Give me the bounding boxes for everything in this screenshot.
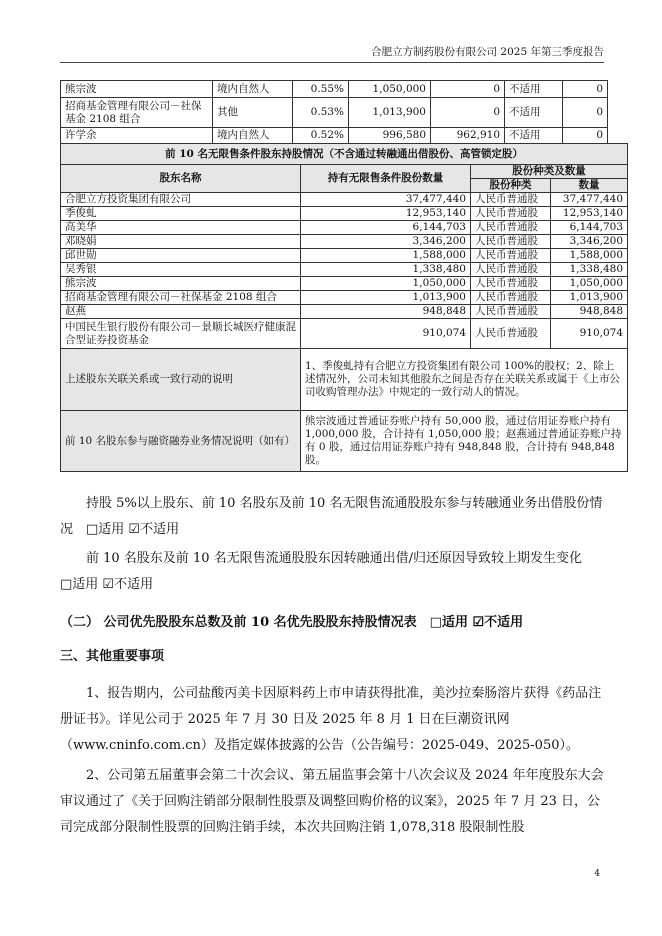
cell-name: 招商基金管理有限公司－社保基金 2108 组合 (61, 98, 213, 128)
cell-type: 人民币普通股 (471, 235, 551, 249)
cell-type: 人民币普通股 (471, 305, 551, 319)
cell-shares: 1,013,900 (301, 291, 471, 305)
unrestricted-shareholders-table (60, 143, 628, 472)
cell-name: 吴秀银 (61, 263, 301, 277)
section-preferred-shares: （二） 公司优先股股东总数及前 10 名优先股股东持股情况表 □适用 ☑不适用 (60, 615, 524, 630)
cell-shares: 1,050,000 (301, 277, 471, 291)
table-row (61, 207, 628, 221)
cell-type: 人民币普通股 (471, 221, 551, 235)
cell-shares: 12,953,140 (301, 207, 471, 221)
col-header-type-group: 股份种类及数量 (471, 165, 628, 179)
relation-text: 1、季俊虬持有合肥立方投资集团有限公司 100%的股权；2、除上述情况外，公司未知其他股东之间是否存在关联关系或属于《上市公司收购管理办法》中规定的一致行动人的情况。 (301, 349, 628, 411)
cell-shares: 1,050,000 (349, 81, 431, 98)
col-header-qty: 数量 (551, 179, 628, 193)
table-row (61, 277, 628, 291)
cell-shares: 996,580 (349, 128, 431, 144)
cell-qty: 948,848 (551, 305, 628, 319)
table-row (61, 263, 628, 277)
lending-change-paragraph: 前 10 名股东及前 10 名无限售流通股股东因转融通出借/归还原因导致较上期发生变化 (86, 551, 582, 566)
page-header (60, 44, 604, 63)
table-row (61, 319, 628, 349)
cell-type: 人民币普通股 (471, 319, 551, 349)
col-header-name: 股东名称 (61, 165, 301, 193)
cell-name: 中国民生银行股份有限公司－景顺长城医疗健康混合型证券投资基金 (61, 319, 301, 349)
cell-type: 人民币普通股 (471, 249, 551, 263)
cell-name: 赵燕 (61, 305, 301, 319)
table-row (61, 235, 628, 249)
cell-nature: 境内自然人 (213, 81, 293, 98)
top-shareholders-table (60, 80, 608, 144)
item-1: 1、报告期内，公司盐酸丙美卡因原料药上市申请获得批准，美沙拉秦肠溶片获得《药品注册证书》。详见公司于 2025 年 7 月 30 日及 2025 年 8 月 1 日在巨潮资讯网（www.cninfo.com.cn）及指定媒体披露的公告（公告编号：2025-049、2025-050）。 (60, 686, 602, 753)
cell-name: 熊宗波 (61, 81, 213, 98)
header-text: 合肥立方制药股份有限公司 2025 年第三季度报告 (371, 46, 604, 58)
table-row (61, 81, 608, 98)
cell-qty: 1,050,000 (551, 277, 628, 291)
cell-limited: 0 (431, 98, 505, 128)
cell-name: 招商基金管理有限公司－社保基金 2108 组合 (61, 291, 301, 305)
cell-limited: 962,910 (431, 128, 505, 144)
cell-status: 不适用 (505, 98, 563, 128)
cell-status: 不适用 (505, 128, 563, 144)
col-header-shares: 持有无限售条件股份数量 (301, 165, 471, 193)
cell-name: 季俊虬 (61, 207, 301, 221)
cell-name: 许学余 (61, 128, 213, 144)
page-number: 4 (594, 869, 600, 879)
cell-name: 邓晓娟 (61, 235, 301, 249)
cell-type: 人民币普通股 (471, 263, 551, 277)
lending-change-checkbox: □适用 ☑不适用 (60, 577, 154, 592)
table-row (61, 221, 628, 235)
relation-row (61, 349, 628, 411)
cell-qty: 0 (563, 128, 608, 144)
cell-qty: 0 (563, 98, 608, 128)
cell-ratio: 0.53% (293, 98, 349, 128)
cell-name: 邱世勋 (61, 249, 301, 263)
cell-qty: 1,338,480 (551, 263, 628, 277)
lending-paragraph: 持股 5%以上股东、前 10 名股东及前 10 名无限售流通股股东参与转融通业务出借股份情况 □适用 ☑不适用 (60, 496, 603, 537)
table-title-row (61, 144, 628, 165)
margin-label: 前 10 名股东参与融资融券业务情况说明（如有） (61, 411, 301, 472)
cell-shares: 910,074 (301, 319, 471, 349)
cell-qty: 6,144,703 (551, 221, 628, 235)
cell-shares: 948,848 (301, 305, 471, 319)
cell-nature: 境内自然人 (213, 128, 293, 144)
section-title: 三、其他重要事项 (60, 649, 165, 664)
cell-qty: 1,588,000 (551, 249, 628, 263)
cell-ratio: 0.52% (293, 128, 349, 144)
cell-ratio: 0.55% (293, 81, 349, 98)
margin-row (61, 411, 628, 472)
table-row (61, 249, 628, 263)
cell-shares: 6,144,703 (301, 221, 471, 235)
item-2: 2、公司第五届董事会第二十次会议、第五届监事会第十八次会议及 2024 年年度股东大会审议通过了《关于回购注销部分限制性股票及调整回购价格的议案》，2025 年 7 月 23 日，公司完成部分限制性股票的回购注销手续，本次共回购注销 1,078,318 股限制性股 (60, 768, 604, 835)
table-row (61, 305, 628, 319)
cell-shares: 1,588,000 (301, 249, 471, 263)
margin-text: 熊宗波通过普通证券账户持有 50,000 股，通过信用证券账户持有 1,000,000 股，合计持有 1,050,000 股；赵燕通过普通证券账户持有 0 股，通过信用证券账户持有 948,848 股，合计持有 948,848 股。 (301, 411, 628, 472)
cell-shares: 1,013,900 (349, 98, 431, 128)
table-title: 前 10 名无限售条件股东持股情况（不含通过转融通出借股份、高管锁定股） (61, 144, 628, 165)
cell-name: 合肥立方投资集团有限公司 (61, 193, 301, 207)
table-header-row (61, 165, 628, 179)
col-header-type: 股份种类 (471, 179, 551, 193)
cell-type: 人民币普通股 (471, 193, 551, 207)
cell-qty: 37,477,440 (551, 193, 628, 207)
cell-qty: 3,346,200 (551, 235, 628, 249)
cell-qty: 0 (563, 81, 608, 98)
table-row (61, 98, 608, 128)
cell-name: 熊宗波 (61, 277, 301, 291)
cell-name: 高美华 (61, 221, 301, 235)
cell-qty: 12,953,140 (551, 207, 628, 221)
cell-status: 不适用 (505, 81, 563, 98)
cell-type: 人民币普通股 (471, 277, 551, 291)
cell-type: 人民币普通股 (471, 207, 551, 221)
table-row (61, 291, 628, 305)
table-row (61, 193, 628, 207)
cell-nature: 其他 (213, 98, 293, 128)
cell-qty: 910,074 (551, 319, 628, 349)
cell-shares: 37,477,440 (301, 193, 471, 207)
table-row (61, 128, 608, 144)
cell-shares: 3,346,200 (301, 235, 471, 249)
relation-label: 上述股东关联关系或一致行动的说明 (61, 349, 301, 411)
cell-type: 人民币普通股 (471, 291, 551, 305)
cell-shares: 1,338,480 (301, 263, 471, 277)
cell-qty: 1,013,900 (551, 291, 628, 305)
cell-limited: 0 (431, 81, 505, 98)
